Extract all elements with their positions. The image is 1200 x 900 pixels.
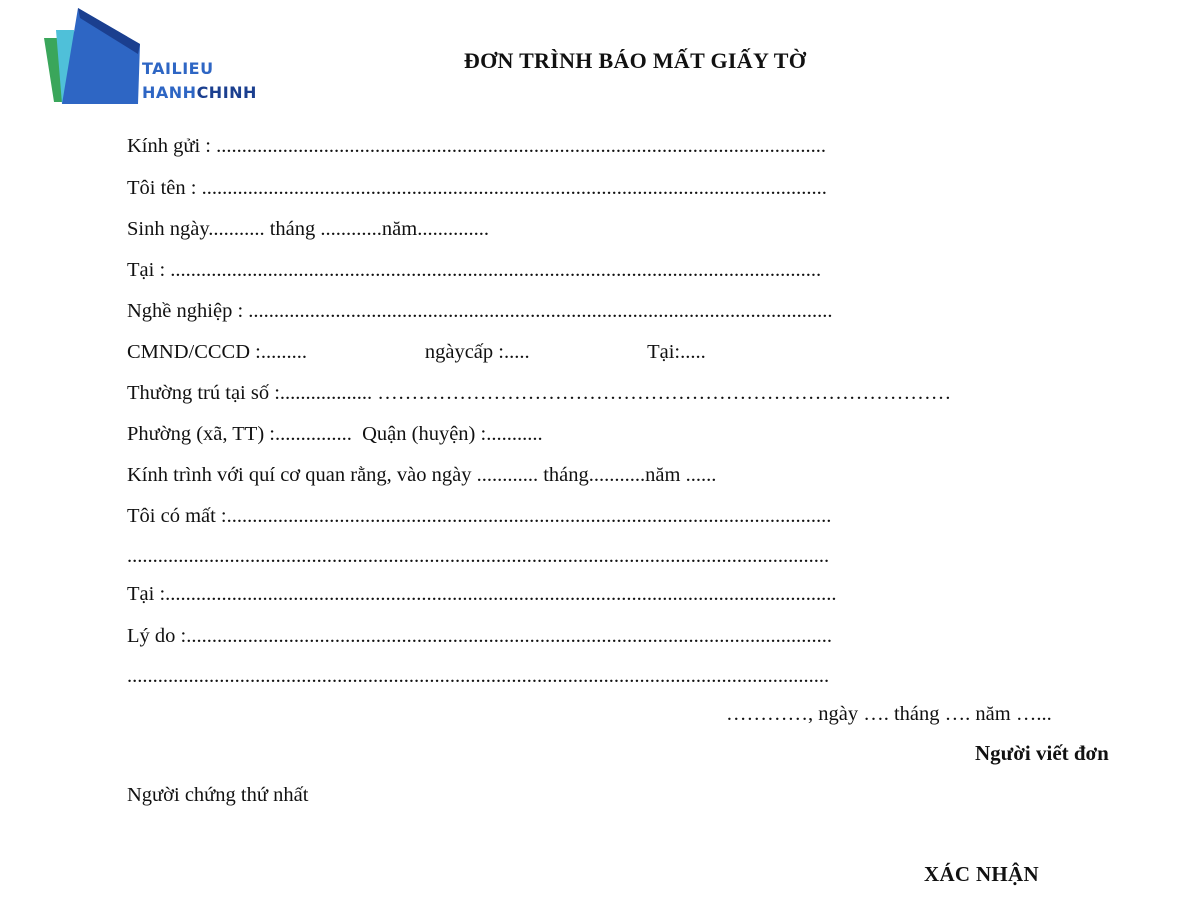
date-line: …………, ngày …. tháng …. năm …... <box>726 703 1052 725</box>
field-toi-co-mat-continued: ......................................................................................................................................... <box>127 545 830 567</box>
field-tai-location: Tại :................................................................................................................................... <box>127 583 837 605</box>
field-tai-birthplace: Tại : ............................................................................................................................... <box>127 259 822 281</box>
logo-text-hanh: HANH <box>142 83 197 102</box>
field-nghe-nghiep: Nghề nghiệp : .................................................................................................................. <box>127 300 833 322</box>
field-cmnd-cccd: CMND/CCCD :......... ngàycấp :..... Tại:..... <box>127 341 706 363</box>
confirm-label: XÁC NHẬN <box>924 862 1039 886</box>
document-title: ĐƠN TRÌNH BÁO MẤT GIẤY TỜ <box>463 48 807 73</box>
field-toi-ten: Tôi tên : .......................................................................................................................... <box>127 177 827 199</box>
field-ly-do: Lý do :.............................................................................................................................. <box>127 625 832 647</box>
field-kinh-trinh: Kính trình với quí cơ quan rằng, vào ngày ............ tháng...........năm ...... <box>127 464 717 486</box>
logo-text-line1: TAILIEU <box>142 59 214 78</box>
logo-text-chinh: CHINH <box>196 83 257 102</box>
field-toi-co-mat: Tôi có mất :...................................................................................................................... <box>127 505 832 527</box>
field-ly-do-continued: ......................................................................................................................................... <box>127 665 830 687</box>
signer-label: Người viết đơn <box>975 741 1109 765</box>
field-sinh-ngay: Sinh ngày........... tháng ............năm.............. <box>127 218 489 240</box>
logo-text-line2 <box>142 84 257 102</box>
field-kinh-gui: Kính gửi : ....................................................................................................................... <box>127 135 827 157</box>
field-phuong-quan: Phường (xã, TT) :............... Quận (huyện) :........... <box>127 423 543 445</box>
witness-label: Người chứng thứ nhất <box>127 784 309 806</box>
field-thuong-tru: Thường trú tại số :.................. ………………………………………………………………………… <box>127 382 952 404</box>
